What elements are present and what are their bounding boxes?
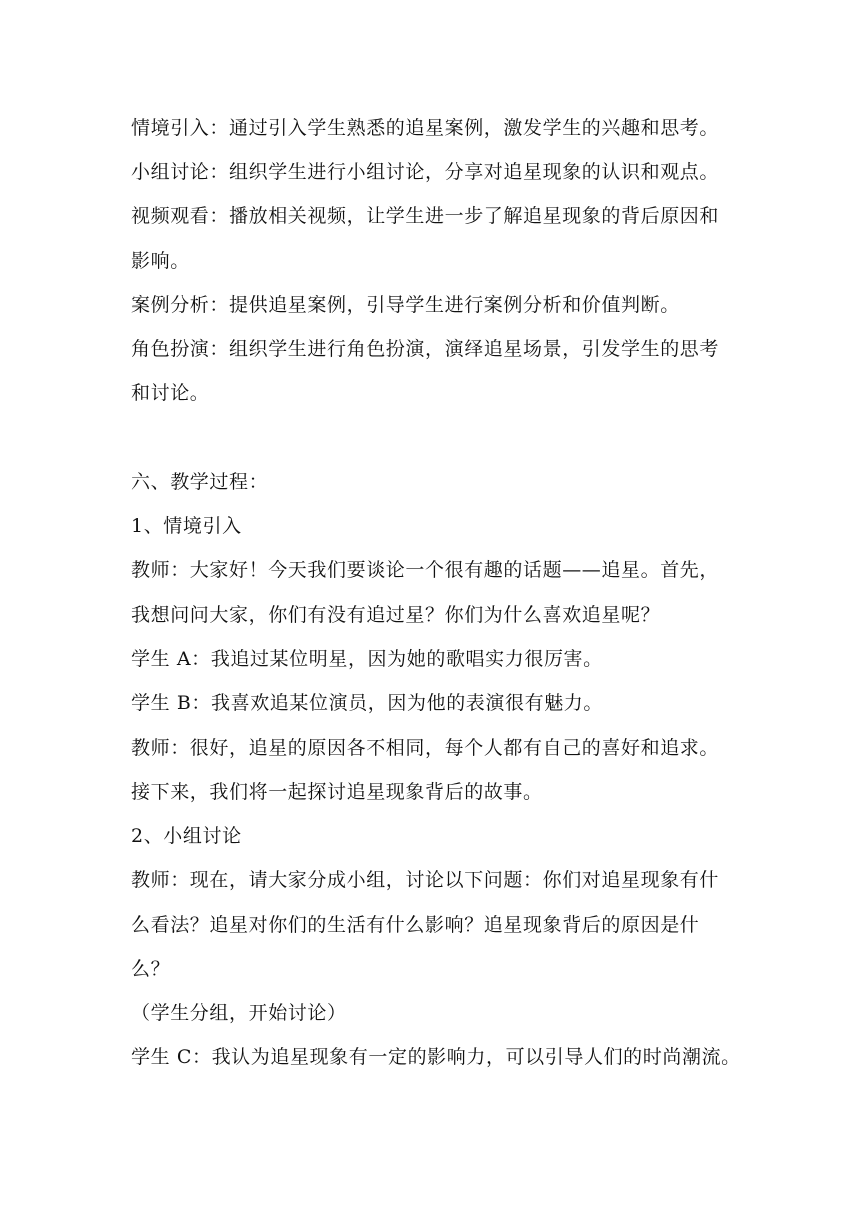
method-case-analysis: 案例分析：提供追星案例，引导学生进行案例分析和价值判断。: [131, 294, 680, 316]
method-role-play-cont: 和讨论。: [131, 382, 210, 404]
dialogue-line: 接下来，我们将一起探讨追星现象背后的故事。: [131, 781, 543, 803]
subsection-heading-2: 2、小组讨论: [131, 825, 242, 847]
dialogue-line: 学生 C：我认为追星现象有一定的影响力，可以引导人们的时尚潮流。: [131, 1046, 741, 1068]
section-heading: 六、教学过程：: [131, 471, 269, 493]
dialogue-line: 我想问问大家，你们有没有追过星？你们为什么喜欢追星呢？: [131, 604, 661, 626]
dialogue-line: 学生 A：我追过某位明星，因为她的歌唱实力很厉害。: [131, 648, 603, 670]
dialogue-line: 教师：现在，请大家分成小组，讨论以下问题：你们对追星现象有什: [131, 869, 720, 891]
dialogue-line: 么？: [131, 958, 171, 980]
method-role-play: 角色扮演：组织学生进行角色扮演，演绎追星场景，引发学生的思考: [131, 338, 720, 360]
method-video-watching-cont: 影响。: [131, 250, 190, 272]
method-video-watching: 视频观看：播放相关视频，让学生进一步了解追星现象的背后原因和: [131, 205, 720, 227]
method-situation-intro: 情境引入：通过引入学生熟悉的追星案例，激发学生的兴趣和思考。: [131, 117, 720, 139]
method-group-discussion: 小组讨论：组织学生进行小组讨论，分享对追星现象的认识和观点。: [131, 161, 720, 183]
stage-direction: （学生分组，开始讨论）: [131, 1002, 347, 1024]
dialogue-line: 学生 B：我喜欢追某位演员，因为他的表演很有魅力。: [131, 692, 604, 714]
dialogue-line: 教师：很好，追星的原因各不相同，每个人都有自己的喜好和追求。: [131, 737, 720, 759]
subsection-heading-1: 1、情境引入: [131, 515, 242, 537]
dialogue-line: 教师：大家好！今天我们要谈论一个很有趣的话题——追星。首先，: [131, 559, 720, 581]
dialogue-line: 么看法？追星对你们的生活有什么影响？追星现象背后的原因是什: [131, 914, 700, 936]
